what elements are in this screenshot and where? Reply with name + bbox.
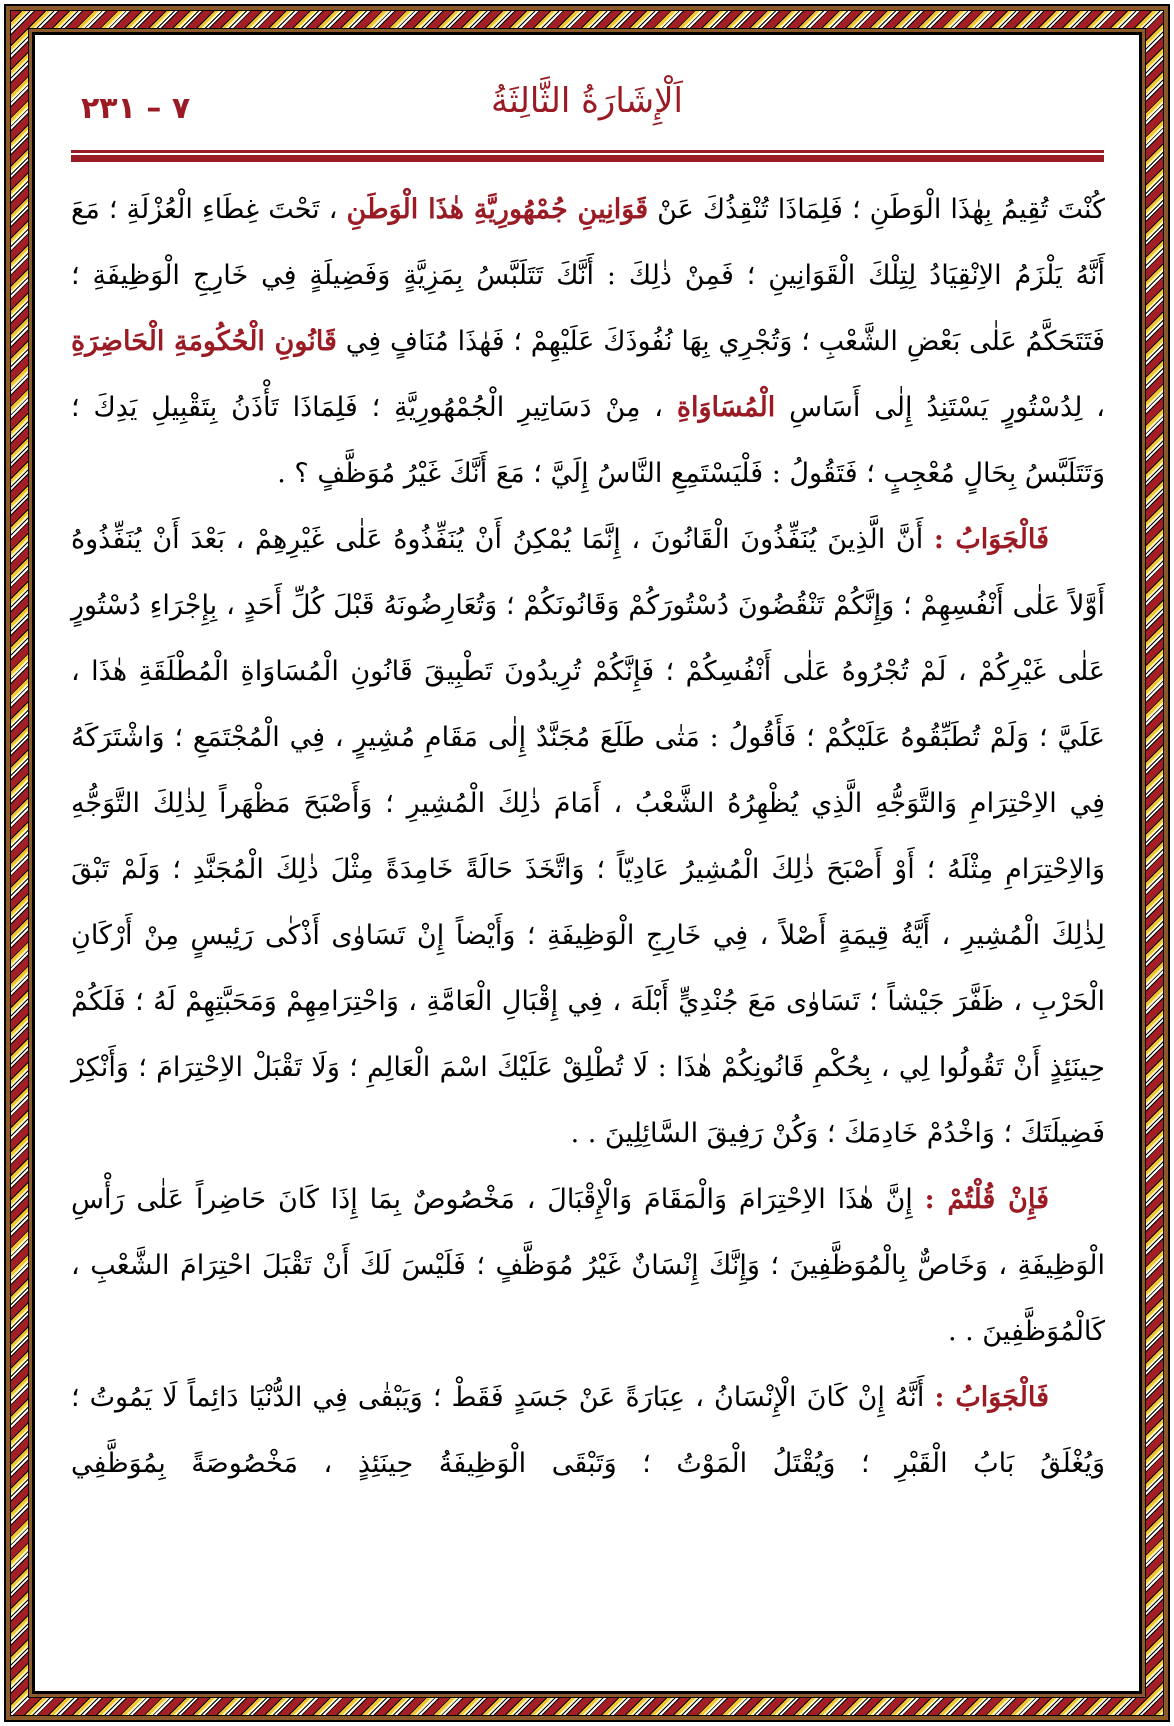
- header-rule-thin: [71, 150, 1104, 153]
- answer-label: فَالْجَوَابُ :: [934, 1382, 1050, 1413]
- paragraph-answer-2: [71, 1365, 1105, 1497]
- text-segment: ، تَحْتَ غِطَاءِ الْعُزْلَةِ ؛ مَعَ أَنَّهُ يَلْزَمُ الاِنْقِيَادُ لِتِلْكَ الْقَوَانِينِ ؛ فَمِنْ ذٰلِكَ : أَنَّكَ تَتَلَبَّسُ بِمَزِيَّةٍ وَفَضِيلَةٍ فِي خَارِجِ الْوَظِيفَةِ ؛ فَتَتَحَكَّمُ عَلٰى بَعْضِ الشَّعْبِ ؛ وَتُجْرِي بِهَا نُفُوذَكَ عَلَيْهِمْ ؛ فَهٰذَا مُنَافٍ فِي: [71, 194, 1105, 357]
- highlight-republic-laws: قَوَانِينِ جُمْهُورِيَّةِ هٰذَا الْوَطَنِ: [346, 194, 649, 225]
- paragraph-text: أَنَّ الَّذِينَ يُنَفِّذُونَ الْقَانُونَ ، إِنَّمَا يُمْكِنُ أَنْ يُنَفِّذُوهُ عَلٰى غَيْرِهِمْ ، بَعْدَ أَنْ يُنَفِّذُوهُ أَوَّلاً عَلٰى أَنْفُسِهِمْ ؛ وَإِنَّكُمْ تَنْقُضُونَ دُسْتُورَكُمْ وَقَانُونَكُمْ ؛ وَتُعَارِضُونَهُ قَبْلَ كُلِّ أَحَدٍ ، بِإِجْرَاءِ دُسْتُورٍ عَلٰى غَيْرِكُمْ ، لَمْ تُجْرُوهُ عَلٰى أَنْفُسِكُمْ ؛ فَإِنَّكُمْ تُرِيدُونَ تَطْبِيقَ قَانُونِ الْمُسَاوَاةِ الْمُطْلَقَةِ هٰذَا ، عَلَيَّ ؛ وَلَمْ تُطَبِّقُوهُ عَلَيْكُمْ ؛ فَأَقُولُ : مَتٰى طَلَعَ مُجَنَّدٌ إِلٰى مَقَامِ مُشِيرٍ ، فِي الْمُجْتَمَعِ ؛ وَاشْتَرَكَهُ فِي الاِحْتِرَامِ وَالتَّوَجُّهِ الَّذِي يُظْهِرُهُ الشَّعْبُ ، أَمَامَ ذٰلِكَ الْمُشِيرِ ؛ وَأَصْبَحَ مَظْهَراً لِذٰلِكَ التَّوَجُّهِ وَالاِحْتِرَامِ مِثْلَهُ ؛ أَوْ أَصْبَحَ ذٰلِكَ الْمُشِيرُ عَادِيّاً ؛ وَاتَّخَذَ حَالَةً خَامِدَةً مِثْلَ ذٰلِكَ الْمُجَنَّدِ ؛ وَلَمْ تَبْقَ لِذٰلِكَ الْمُشِيرِ ، أَيَّةُ قِيمَةٍ أَصْلاً ، فِي خَارِجِ الْوَظِيفَةِ ؛ وَأَيْضاً إِنْ تَسَاوٰى أَذْكٰى رَئِيسٍ مِنْ أَرْكَانِ الْحَرْبِ ، ظَفَّرَ جَيْشاً ؛ تَسَاوٰى مَعَ جُنْدِيٍّ أَبْلَهَ ، فِي إِقْبَالِ الْعَامَّةِ ، وَاحْتِرَامِهِمْ وَمَحَبَّتِهِمْ لَهُ ؛ فَلَكُمْ حِينَئِذٍ أَنْ تَقُولُوا لِي ، بِحُكْمِ قَانُونِكُمْ هٰذَا : لَا تُطْلِقْ عَلَيْكَ اسْمَ الْعَالِمِ ؛ وَلَا تَقْبَلْ الاِحْتِرَامَ ؛ وَأَنْكِرْ فَضِيلَتَكَ ؛ وَاخْدُمْ خَادِمَكَ ؛ وَكُنْ رَفِيقَ السَّائِلِينَ . .: [71, 524, 1105, 1149]
- paragraph-objection: [71, 1167, 1105, 1365]
- body-text: [71, 177, 1105, 1497]
- paragraph-text: أَنَّهُ إِنْ كَانَ الْإِنْسَانُ ، عِبَارَةً عَنْ جَسَدٍ فَقَطْ ؛ وَيَبْقٰى فِي الدُّنْيَا دَائِماً لَا يَمُوتُ ؛ وَيُغْلَقُ بَابُ الْقَبْرِ ؛ وَيُقْتَلُ الْمَوْتُ ؛ وَتَبْقَى الْوَظِيفَةُ حِينَئِذٍ ، مَخْصُوصَةً بِمُوَظَّفِي: [71, 1382, 1105, 1479]
- text-segment: ، مِنْ دَسَاتِيرِ الْجُمْهُورِيَّةِ ؛ فَلِمَاذَا تَأْذَنُ بِتَقْبِيلِ يَدِكَ ؛ وَتَتَلَبَّسُ بِحَالٍ مُعْجِبٍ ؛ فَتَقُولُ : فَلْيَسْتَمِعِ النَّاسُ إِلَيَّ ؛ مَعَ أَنَّكَ غَيْرُ مُوَظَّفٍ ؟ .: [71, 392, 1105, 489]
- objection-label: فَإِنْ قُلْتُمْ :: [924, 1184, 1049, 1215]
- header-rule-thick: [71, 155, 1104, 162]
- page-content: [35, 35, 1139, 1691]
- text-segment: ، لِدُسْتُورٍ يَسْتَنِدُ إِلٰى أَسَاسِ: [775, 392, 1105, 423]
- paragraph-question: [71, 177, 1105, 507]
- paragraph-text: إِنَّ هٰذَا الاِحْتِرَامَ وَالْمَقَامَ وَالْإِقْبَالَ ، مَخْصُوصٌ بِمَا إِذَا كَانَ حَاضِراً عَلٰى رَأْسِ الْوَظِيفَةِ ، وَخَاصٌّ بِالْمُوَظَّفِينَ ؛ وَإِنَّكَ إِنْسَانٌ غَيْرُ مُوَظَّفٍ ؛ فَلَيْسَ لَكَ أَنْ تَقْبَلَ احْتِرَامَ الشَّعْبِ ، كَالْمُوَظَّفِينَ . .: [71, 1184, 1105, 1347]
- highlight-government-law: قَانُونِ الْحُكُومَةِ الْحَاضِرَةِ: [71, 326, 337, 357]
- answer-label: فَالْجَوَابُ :: [933, 524, 1049, 555]
- highlight-equality: الْمُسَاوَاةِ: [676, 392, 776, 423]
- paragraph-answer-1: [71, 507, 1105, 1167]
- page-title: اَلْإِشَارَةُ الثَّالِثَةُ: [491, 81, 683, 121]
- text-segment: كُنْتَ تُقِيمُ بِهٰذَا الْوَطَنِ ؛ فَلِمَاذَا تُنْقِذُكَ عَنْ: [648, 194, 1105, 225]
- page-number: ٧ – ٢٣١: [81, 91, 191, 126]
